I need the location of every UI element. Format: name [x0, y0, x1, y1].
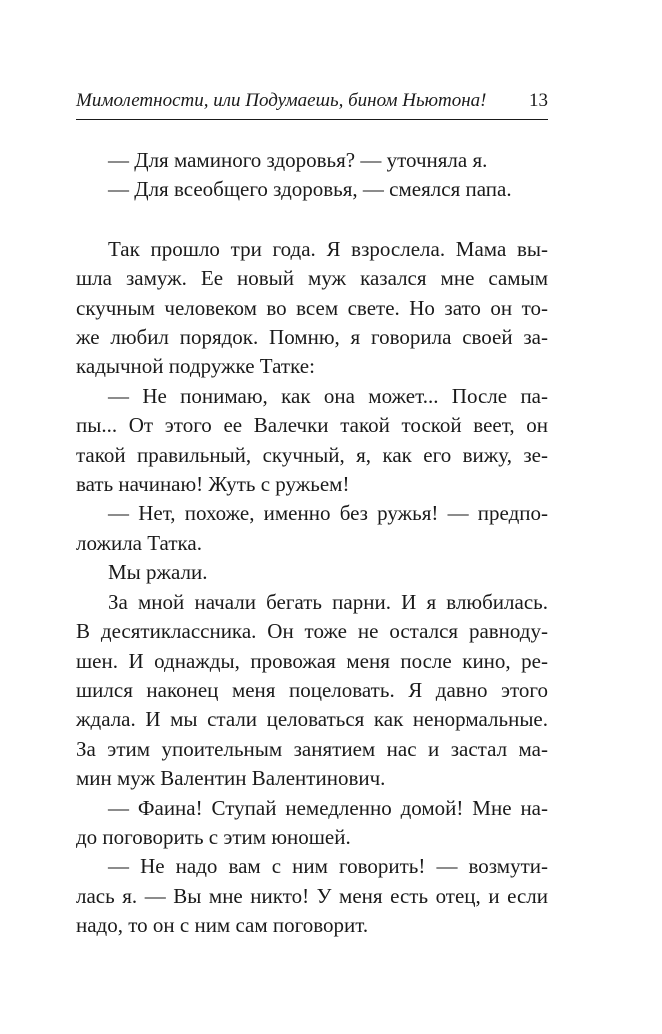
- text-line: За мной начали бегать парни. И я влюбилась.: [108, 589, 548, 614]
- text-line: скучным человеком во всем свете. Но зато он то-: [76, 295, 548, 320]
- text-line: — Нет, похоже, именно без ружья! — предпо-: [108, 501, 548, 526]
- text-line: ждала. И мы стали целоваться как ненормальные.: [76, 707, 548, 732]
- paragraph: [76, 146, 548, 175]
- text-line: шла замуж. Ее новый муж казался мне самым: [76, 266, 548, 291]
- text-line: — Для всеобщего здоровья, — смеялся папа.: [108, 177, 512, 202]
- running-head-title: Мимолетности, или Подумаешь, бином Ньютона!: [76, 90, 487, 111]
- text-line: Так прошло три года. Я взрослела. Мама вы-: [108, 236, 548, 261]
- text-line: лась я. — Вы мне никто! У меня есть отец, и если: [76, 883, 548, 908]
- text-line: такой правильный, скучный, я, как его вижу, зе-: [76, 442, 548, 467]
- paragraph: [76, 794, 548, 853]
- text-line: Мы ржали.: [108, 560, 208, 585]
- paragraph: [76, 588, 548, 794]
- section-break: [76, 205, 548, 235]
- paragraph: [76, 382, 548, 500]
- text-line: кадычной подружке Татке:: [76, 354, 315, 379]
- text-line: до поговорить с этим юношей.: [76, 824, 351, 849]
- paragraph: [76, 235, 548, 382]
- page-number: 13: [529, 90, 548, 111]
- paragraph: [76, 175, 548, 204]
- text-line: В десятиклассника. Он тоже не остался равноду-: [76, 619, 548, 644]
- text-line: вать начинаю! Жуть с ружьем!: [76, 472, 350, 497]
- text-line: — Для маминого здоровья? — уточняла я.: [108, 148, 488, 172]
- text-line: За этим упоительным занятием нас и застал ма-: [76, 736, 548, 761]
- text-line: надо, то он с ним сам поговорит.: [76, 913, 369, 938]
- running-head: [76, 88, 548, 120]
- book-page: [76, 88, 548, 941]
- text-line: ложила Татка.: [76, 530, 202, 555]
- text-line: мин муж Валентин Валентинович.: [76, 766, 386, 791]
- text-line: шен. И однажды, провожая меня после кино, ре-: [76, 648, 548, 673]
- text-line: — Не надо вам с ним говорить! — возмути-: [108, 854, 548, 879]
- text-line: шился наконец меня поцеловать. Я давно этого: [76, 677, 548, 702]
- text-line: пы... От этого ее Валечки такой тоской веет, он: [76, 413, 548, 438]
- paragraph: [76, 558, 548, 587]
- text-line: — Не понимаю, как она может... После па-: [108, 383, 548, 408]
- text-line: — Фаина! Ступай немедленно домой! Мне на-: [108, 795, 548, 820]
- paragraph: [76, 499, 548, 558]
- text-line: же любил порядок. Помню, я говорила своей за-: [76, 325, 548, 350]
- body-text: [76, 146, 548, 941]
- paragraph: [76, 852, 548, 940]
